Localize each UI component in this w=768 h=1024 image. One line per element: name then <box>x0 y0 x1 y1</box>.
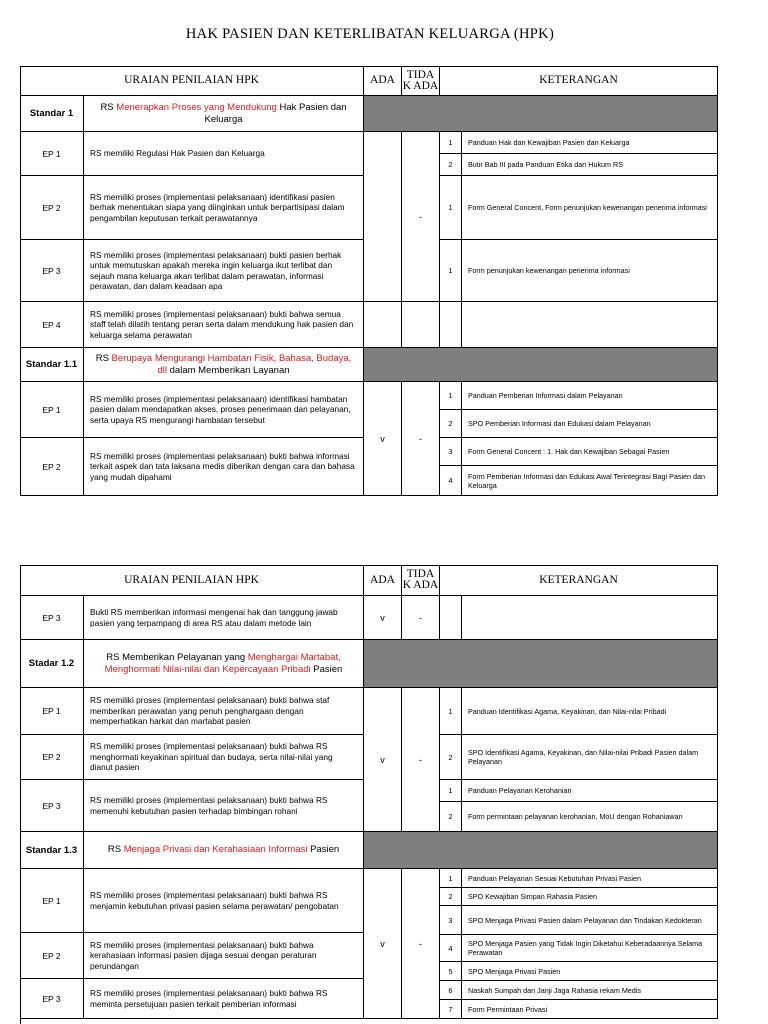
keterangan-number: 1 <box>440 176 462 240</box>
keterangan-number: 1 <box>440 132 462 154</box>
ep-description: Bukti RS memberikan informasi mengenai hak dan tanggung jawab pasien yang terpampang di area RS atau dalam metode lain <box>84 596 364 640</box>
keterangan-number: 2 <box>440 154 462 176</box>
keterangan-item <box>462 596 718 640</box>
keterangan-number: 2 <box>440 735 462 780</box>
tidak-ada-cell: - <box>402 688 440 832</box>
assessment-table-1 <box>20 66 718 496</box>
header-ada: ADA <box>364 565 402 596</box>
keterangan-item: Panduan Pelayanan Kerohanian <box>462 780 718 802</box>
ep-label: EP 2 <box>20 176 84 240</box>
keterangan-number: 1 <box>440 780 462 802</box>
keterangan-item: Form penunjukan kewenangan penerima informasi <box>462 240 718 302</box>
header-keterangan: KETERANGAN <box>440 565 718 596</box>
ep-description: RS memiliki proses (implementasi pelaksanaan) identifikasi pasien berhak menentukan siapa yang diinginkan untuk berpartisipasi dalam pengambilan keputusan terkait perawatannya <box>84 176 364 240</box>
keterangan-item: Naskah Sumpah dan Janji Jaga Rahasia rekam Medis <box>462 981 718 1000</box>
standard-shaded-cell <box>364 832 718 869</box>
header-keterangan: KETERANGAN <box>440 66 718 96</box>
tidak-ada-cell <box>402 302 440 348</box>
tidak-ada-cell: - <box>402 132 440 302</box>
keterangan-number: 1 <box>440 382 462 410</box>
ep-description: RS memiliki proses (implementasi pelaksanaan) identifikasi hambatan pasien dalam mendapatkan akses, proses penerimaan dan pelayanan, serta upaya RS mengurangi hambatan tersebut <box>84 382 364 438</box>
ep-label: EP 2 <box>20 735 84 780</box>
keterangan-item: Form General Concent, Form penunjukan kewenangan penerima informasi <box>462 176 718 240</box>
keterangan-item: SPO Menjaga Privasi Pasien dalam Pelayanan dan Tindakan Kedokteran <box>462 906 718 935</box>
standard-shaded-cell <box>364 640 718 688</box>
document-title: HAK PASIEN DAN KETERLIBATAN KELUARGA (HPK) <box>185 26 555 42</box>
keterangan-number: 2 <box>440 410 462 438</box>
keterangan-number: 6 <box>440 981 462 1000</box>
ep-label: EP 1 <box>20 688 84 735</box>
keterangan-item: Form General Concent : 1. Hak dan Kewajiban Sebagai Pasien <box>462 438 718 466</box>
standard-label: Standar 1.1 <box>20 348 84 382</box>
ep-description: RS memiliki proses (implementasi pelaksanaan) bukti bahwa RS menghormati keyakinan spiritual dan budaya, serta nilai-nilai yang dianut pasien <box>84 735 364 780</box>
ep-label: EP 3 <box>20 780 84 832</box>
keterangan-item: SPO Identifikasi Agama, Keyakinan, dan Nilai-nilai Pribadi Pasien dalam Pelayanan <box>462 735 718 780</box>
keterangan-number: 3 <box>440 906 462 935</box>
keterangan-item: Panduan Pemberian Informasi dalam Pelayanan <box>462 382 718 410</box>
ep-description: RS memiliki proses (implementasi pelaksanaan) bukti pasien berhak untuk memutuskan apakah mereka ingin keluarga ikut terlibat dan sejauh mana keluarga akan terlibat dalam perawatan, informasi perawatan, dan dalam keadaan apa <box>84 240 364 302</box>
keterangan-number: 2 <box>440 888 462 906</box>
standard-label: Standar 1 <box>20 96 84 132</box>
keterangan-item: SPO Pemberian Informasi dan Edukasi dalam Pelayanan <box>462 410 718 438</box>
ep-description: RS memiliki Regulasi Hak Pasien dan Keluarga <box>84 132 364 176</box>
header-uraian: URAIAN PENILAIAN HPK <box>20 66 364 96</box>
ep-description: RS memiliki proses (implementasi pelaksanaan) bukti bahwa staf memberikan perawatan yang penuh penghargaan dengan memperhatikan harkat dan martabat pasien <box>84 688 364 735</box>
keterangan-number: 2 <box>440 802 462 832</box>
keterangan-item: Panduan Hak dan Kewajiban Pasien dan Keluarga <box>462 132 718 154</box>
ada-cell: v <box>364 382 402 496</box>
ada-cell <box>364 302 402 348</box>
ep-label: EP 3 <box>20 979 84 1019</box>
keterangan-item: SPO Menjaga Pasien yang Tidak Ingin Diketahui Keberadaannya Selama Perawatan <box>462 935 718 962</box>
keterangan-item: Panduan Identifikasi Agama, Keyakinan, dan Nilai-nilai Pribadi <box>462 688 718 735</box>
ep-label: EP 2 <box>20 438 84 496</box>
keterangan-number: 1 <box>440 240 462 302</box>
keterangan-item: SPO Menjaga Privasi Pasien <box>462 962 718 981</box>
standard-description: RS Memberikan Pelayanan yang Menghargai Martabat, Menghormati Nilai-nilai dan Kepercayaan Pribadi Pasien <box>84 640 364 688</box>
ep-label: EP 4 <box>20 302 84 348</box>
tidak-ada-cell: - <box>402 869 440 1019</box>
keterangan-number: 4 <box>440 466 462 496</box>
ada-cell: v <box>364 869 402 1019</box>
standard-shaded-cell <box>364 348 718 382</box>
keterangan-number: 1 <box>440 688 462 735</box>
keterangan-number <box>440 596 462 640</box>
keterangan-number: 4 <box>440 935 462 962</box>
tidak-ada-cell: - <box>402 382 440 496</box>
ep-label: EP 1 <box>20 132 84 176</box>
header-uraian: URAIAN PENILAIAN HPK <box>20 565 364 596</box>
ep-description: RS memiliki proses (implementasi pelaksanaan) bukti bahwa RS meminta persetujuan pasien terkait pemberian informasi <box>84 979 364 1019</box>
keterangan-number: 7 <box>440 1000 462 1019</box>
keterangan-item: Panduan Pelayanan Sesuai Kebutuhan Privasi Pasien <box>462 869 718 888</box>
keterangan-number: 3 <box>440 438 462 466</box>
ep-description: RS memiliki proses (implementasi pelaksanaan) bukti bahwa kerahasiaan informasi pasien dijaga sesuai dengan peraturan perundangan <box>84 933 364 979</box>
standard-description: RS Menerapkan Proses yang Mendukung Hak Pasien dan Keluarga <box>84 96 364 132</box>
ep-label: EP 1 <box>20 869 84 933</box>
keterangan-item: Form Permintaan Privasi <box>462 1000 718 1019</box>
standard-description: RS Menjaga Privasi dan Kerahasiaan Informasi Pasien <box>84 832 364 869</box>
ep-description: RS memiliki proses (implementasi pelaksanaan) bukti bahwa informasi terkait aspek dan tata laksana medis diberikan dengan cara dan bahasa yang mudah dipahami <box>84 438 364 496</box>
ep-label: EP 1 <box>20 382 84 438</box>
ada-cell: v <box>364 688 402 832</box>
keterangan-item: Butir Bab III pada Panduan Etika dan Hukum RS <box>462 154 718 176</box>
tidak-ada-cell: - <box>402 596 440 640</box>
standard-label: Standar 1.3 <box>20 832 84 869</box>
ep-label: EP 3 <box>20 240 84 302</box>
ep-description: RS memiliki proses (implementasi pelaksanaan) bukti bahwa semua staff telah dilatih tentang peran serta dalam mendukung hak pasien dan keluarga selama perawatan <box>84 302 364 348</box>
standard-label: Stadar 1.2 <box>20 640 84 688</box>
ada-cell <box>364 132 402 302</box>
keterangan-number: 5 <box>440 962 462 981</box>
keterangan-number <box>440 302 462 348</box>
ep-label: EP 3 <box>20 596 84 640</box>
ep-description: RS memiliki proses (implementasi pelaksanaan) bukti bahwa RS menjamin kebutuhan privasi pasien selama perawatan/ pengobatan <box>84 869 364 933</box>
standard-description: RS Berupaya Mengurangi Hambatan Fisik, Bahasa, Budaya, dll dalam Memberikan Layanan <box>84 348 364 382</box>
header-tidak-ada: TIDA K ADA <box>402 565 440 596</box>
keterangan-item: Form permintaan pelayanan kerohanian, MoU dengan Rohaniawan <box>462 802 718 832</box>
header-tidak-ada: TIDA K ADA <box>402 66 440 96</box>
assessment-table-2 <box>20 565 718 1024</box>
keterangan-number: 1 <box>440 869 462 888</box>
keterangan-item: SPO Kewajiban Simpan Rahasia Pasien <box>462 888 718 906</box>
standard-shaded-cell <box>364 96 718 132</box>
ada-cell: v <box>364 596 402 640</box>
keterangan-item: Form Pemberian Informasi dan Edukasi Awal Terintegrasi Bagi Pasien dan Keluarga <box>462 466 718 496</box>
ep-label: EP 2 <box>20 933 84 979</box>
header-ada: ADA <box>364 66 402 96</box>
ep-description: RS memiliki proses (implementasi pelaksanaan) bukti bahwa RS memenuhi kebutuhan pasien terhadap bimbingan rohani <box>84 780 364 832</box>
keterangan-item <box>462 302 718 348</box>
